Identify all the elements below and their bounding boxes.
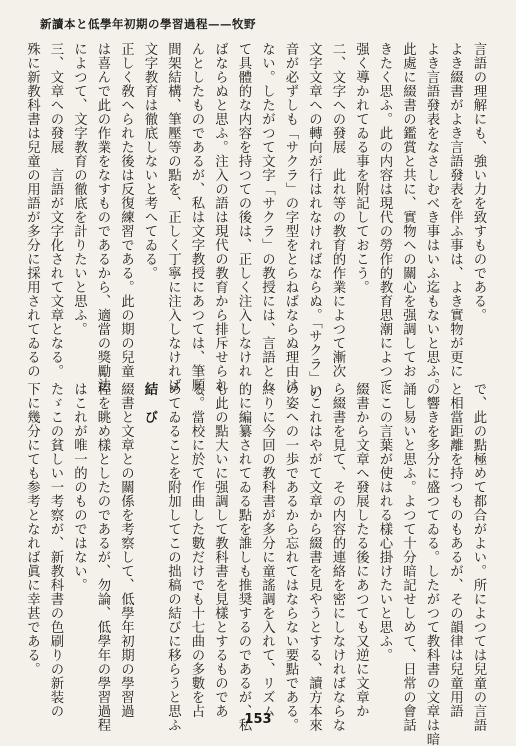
top-text-line: 此處に綴書の鑑賞と共に、實物への關心を强調してお: [400, 42, 416, 378]
top-text-line: 二、文字への發展 此れ等の教育的作業によつて漸次: [330, 42, 345, 378]
bottom-text-line: めてゐることを附加してこの拙稿の結びに移らうと思ふ: [165, 382, 181, 732]
bottom-text-line: の響きを多分に盛つてゐる。したがつて教科書の文章は暗: [424, 382, 439, 746]
top-text-line: て具體的な内容を持つての後は、正しく注入しなけれ: [236, 42, 251, 378]
top-text-line: ばならぬと思ふ。注入の語は現代の教育から排斥せられ: [212, 42, 228, 392]
bottom-text-line: 的に編纂されてゐる點を誰しも推奨するのであるが、私: [236, 382, 251, 732]
top-text-line: 正しく敎へられた後は反復練習である。此の期の兒童: [118, 42, 134, 378]
top-text-line: によつて、文字教育の徹底を計りたいと思ふ。: [71, 42, 87, 336]
top-text-line: は喜んで此の作業をなすものであるから、適當の獎勵法: [95, 42, 110, 392]
page-number: 153: [244, 712, 272, 727]
bottom-text-line: 下に幾分にても参考となれば眞に幸甚である。: [24, 382, 40, 676]
top-text-line: 音が必ずしも「サクラ」の字型をとらねばならぬ理由は: [283, 42, 298, 392]
bottom-text-line: 綴書から文章へ發展したる後にあつても又逆に文章か: [353, 382, 369, 718]
top-text-line: 三、文章への發展 言語が文字化されて文章となる。: [48, 42, 63, 378]
bottom-text-line: にこの言葉が使はれる樣心掛けたいと思ふ。: [377, 382, 392, 662]
bottom-text-line: 綴書と文章との關係を考察して、低學年初期の學習過: [118, 382, 134, 718]
top-text-line: 文字教育は徹底しないと考へてゐる。: [142, 42, 157, 280]
top-text-line: 强く導かれてゐる事を附記しておこう。: [353, 42, 369, 294]
bottom-text-line: 程を眺め樣としたのであるが、勿論、低學年の學習過程: [95, 382, 110, 732]
top-text-line: 間架結構、筆壓等の點を、正しく丁寧に注入しなければ: [165, 42, 181, 392]
bottom-text-line: ら綴書を見て、その内容的連絡を密にしなければならな: [330, 382, 345, 732]
top-text-line: よき言語發表をなさしむべき事はいふ迄もないと思ふ。: [424, 42, 439, 392]
bottom-text-line: いこれはやがて文章から綴書を見やうとする、讀方本來: [306, 382, 322, 732]
bottom-text-line: で、此の點極めて都合がよい。所によつては兒童の言語: [471, 382, 486, 732]
running-header: 新讀本と低學年初期の學習過程——牧野: [40, 17, 256, 31]
top-text-line: 言語の理解にも、強い力を致すものである。: [471, 42, 486, 322]
top-text-line: きたく思ふ。此の内容は現代の勞作的教育思潮によつて: [377, 42, 392, 392]
top-text-line: よき綴書がよき言語發表を伴ふ事は、よき實物が更に: [447, 42, 463, 378]
top-text-line: 文字文章への轉向が行はれなければならぬ。「サクラ」の: [306, 42, 322, 400]
top-text-line: 殊に新教科書は兒童の用語が多分に採用されてゐるの: [24, 42, 40, 378]
bottom-text-line: も此の點大いに强調して教科書を見樣とするものであ: [212, 382, 228, 718]
bottom-text-line: と相當距離を持つものもあるが、その韻律は兒童用語: [447, 382, 463, 718]
bottom-text-line: はこれが唯一的のものではない。: [71, 382, 87, 592]
bottom-text-line: 終りに今回の教科書が多分に童謠調を入れて、リズム: [259, 382, 275, 718]
bottom-text-line: の姿への一歩であるから忘れてはならない要點である。: [283, 382, 298, 732]
bottom-text-line: たゞこの貧しい一考察が、新教科書の色刷りの新装の: [48, 382, 63, 718]
bottom-text-line: る。當校に於て作曲した數だけでも十七曲の多數を占: [189, 382, 204, 718]
top-text-line: ない。したがつて文字「サクラ」の教授には、言語とし: [259, 42, 275, 392]
top-text-line: んとしたものであるが、私は文字教授にあつては、筆順、: [189, 42, 204, 406]
section-heading-conclusion: 結 び: [142, 382, 158, 424]
bottom-text-line: 誦し易いと思ふ。よつて十分暗記せしめて、日常の會話: [400, 382, 416, 732]
